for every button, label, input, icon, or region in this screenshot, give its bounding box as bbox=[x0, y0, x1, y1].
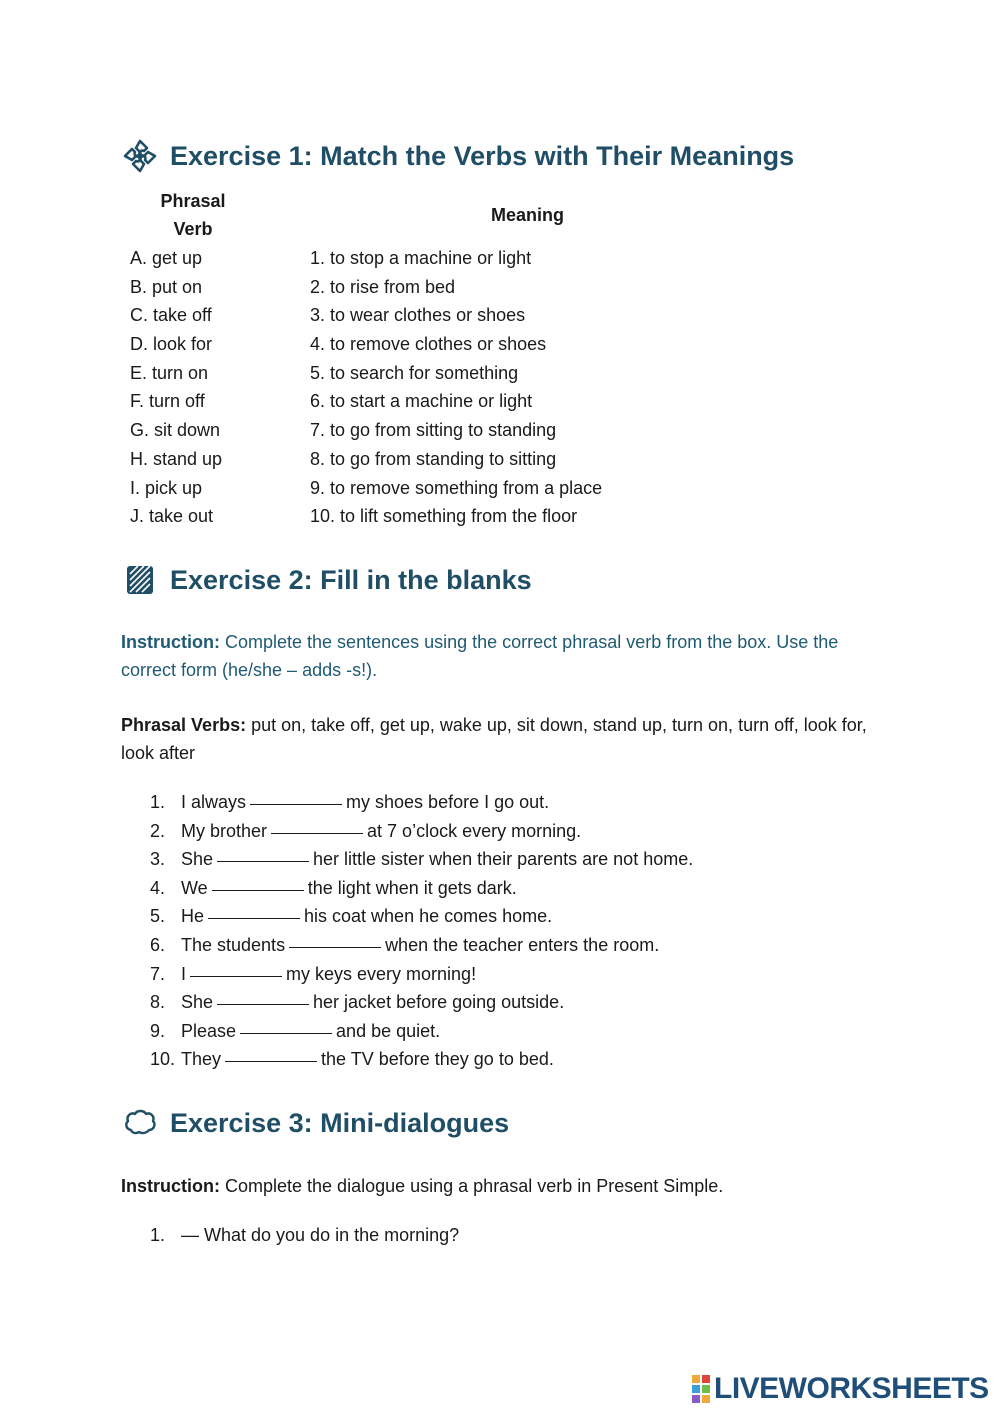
answer-blank[interactable] bbox=[190, 960, 282, 977]
answer-blank[interactable] bbox=[217, 988, 309, 1005]
dialogue-number: 1. bbox=[150, 1225, 166, 1245]
instruction-text: Complete the dialogue using a phrasal verb in Present Simple. bbox=[220, 1176, 724, 1196]
verb-item: F. turn off bbox=[130, 391, 205, 412]
sentence-number: 6. bbox=[150, 934, 166, 955]
instruction-label: Instruction: bbox=[121, 1176, 220, 1196]
answer-blank[interactable] bbox=[217, 845, 309, 862]
meaning-item: 6. to start a machine or light bbox=[310, 391, 533, 412]
sentence-before: He bbox=[181, 906, 205, 927]
sentence-number: 7. bbox=[150, 963, 166, 984]
sentence-number: 9. bbox=[150, 1020, 166, 1041]
meanings-column bbox=[310, 244, 602, 531]
col-header-meaning: Meaning bbox=[490, 205, 564, 225]
sentence-item bbox=[150, 931, 693, 960]
sentence-after: my keys every morning! bbox=[286, 963, 477, 984]
meaning-item: 10. to lift something from the floor bbox=[310, 506, 578, 527]
sentence-after: at 7 o’clock every morning. bbox=[367, 820, 582, 841]
sentence-before: She bbox=[181, 992, 214, 1013]
sentence-after: my shoes before I go out. bbox=[346, 792, 550, 812]
answer-blank[interactable] bbox=[208, 902, 300, 919]
meaning-item: 7. to go from sitting to standing bbox=[310, 420, 557, 441]
answer-blank[interactable] bbox=[250, 788, 342, 805]
sentence-number: 3. bbox=[150, 849, 166, 870]
sentence-number: 4. bbox=[150, 877, 166, 898]
sentence-after: her little sister when their parents are not home. bbox=[313, 849, 694, 870]
sentence-item bbox=[150, 788, 693, 817]
verb-item: H. stand up bbox=[130, 448, 223, 469]
meaning-item: 5. to search for something bbox=[310, 362, 519, 383]
liveworksheets-logo bbox=[692, 1372, 989, 1406]
sentence-before: She bbox=[181, 849, 214, 870]
sentence-item bbox=[150, 874, 693, 903]
meaning-item: 2. to rise from bed bbox=[310, 276, 456, 297]
meaning-item: 9. to remove something from a place bbox=[310, 477, 603, 498]
verb-item: B. put on bbox=[130, 276, 203, 297]
sentence-after: her jacket before going outside. bbox=[313, 992, 565, 1013]
verb-item: J. take out bbox=[130, 506, 214, 527]
meaning-item: 4. to remove clothes or shoes bbox=[310, 334, 547, 355]
sentence-number: 10. bbox=[150, 1049, 176, 1070]
sentence-before: I bbox=[181, 963, 187, 984]
verb-item: E. turn on bbox=[130, 362, 209, 383]
exercise2-instruction bbox=[121, 628, 881, 684]
phrasal-verbs-box bbox=[121, 711, 881, 767]
verb-item: A. get up bbox=[130, 248, 203, 268]
col-header-verb-line2: Verb bbox=[173, 219, 213, 239]
exercise1-title: Exercise 1: Match the Verbs with Their Meanings bbox=[170, 140, 795, 171]
sentence-before: We bbox=[181, 877, 208, 898]
exercise3-heading bbox=[122, 1105, 509, 1141]
speech-bubble-icon bbox=[122, 1105, 158, 1141]
sentence-number: 5. bbox=[150, 906, 166, 927]
meaning-item: 8. to go from standing to sitting bbox=[310, 448, 557, 469]
verb-item: G. sit down bbox=[130, 420, 221, 441]
dialogue-list bbox=[150, 1221, 459, 1249]
exercise3-title: Exercise 3: Mini-dialogues bbox=[170, 1107, 510, 1138]
instruction-text: Complete the sentences using the correct phrasal verb from the box. Use the correct form (he/she – adds -s!). bbox=[121, 632, 839, 680]
verb-item: C. take off bbox=[130, 305, 212, 326]
sentence-before: The students bbox=[181, 934, 286, 955]
answer-blank[interactable] bbox=[240, 1017, 332, 1034]
fill-blanks-list bbox=[150, 788, 693, 1074]
sentence-item bbox=[150, 988, 693, 1017]
sentence-after: the TV before they go to bed. bbox=[321, 1049, 554, 1070]
exercise3-instruction bbox=[121, 1172, 881, 1200]
sentence-before: Please bbox=[181, 1020, 237, 1041]
meaning-item: 3. to wear clothes or shoes bbox=[310, 305, 526, 326]
instruction-label: Instruction: bbox=[121, 632, 220, 652]
sentence-before: They bbox=[181, 1049, 222, 1070]
answer-blank[interactable] bbox=[289, 931, 381, 948]
sentence-number: 2. bbox=[150, 820, 166, 841]
col-header-phrasal-verb bbox=[148, 187, 238, 243]
sentence-number: 8. bbox=[150, 992, 166, 1013]
brand-name: LIVEWORKSHEETS bbox=[714, 1372, 989, 1405]
exercise2-title: Exercise 2: Fill in the blanks bbox=[170, 564, 532, 595]
phrasal-verbs-text: put on, take off, get up, wake up, sit down, stand up, turn on, turn off, look for, look after bbox=[121, 715, 867, 763]
sentence-number: 1. bbox=[150, 792, 166, 812]
sentence-item bbox=[150, 960, 693, 989]
sentence-item bbox=[150, 1017, 693, 1046]
answer-blank[interactable] bbox=[212, 874, 304, 891]
verbs-column bbox=[130, 244, 222, 531]
sentence-after: and be quiet. bbox=[336, 1020, 441, 1041]
sentence-after: the light when it gets dark. bbox=[307, 877, 517, 898]
sentence-before: My brother bbox=[181, 820, 268, 841]
exercise2-heading bbox=[122, 562, 532, 598]
sentence-item bbox=[150, 845, 693, 874]
sentence-item bbox=[150, 817, 693, 846]
sentence-after: when the teacher enters the room. bbox=[385, 934, 660, 955]
logo-grid-icon bbox=[692, 1375, 710, 1403]
answer-blank[interactable] bbox=[271, 817, 363, 834]
sentence-item bbox=[150, 902, 693, 931]
dialogue-line: — What do you do in the morning? bbox=[181, 1225, 460, 1245]
answer-blank[interactable] bbox=[225, 1045, 317, 1062]
meaning-item: 1. to stop a machine or light bbox=[310, 248, 532, 268]
notepad-icon bbox=[122, 562, 158, 598]
col-header-verb-line1: Phrasal bbox=[160, 191, 226, 211]
phrasal-verbs-label: Phrasal Verbs: bbox=[121, 715, 247, 735]
exercise1-heading bbox=[122, 138, 794, 174]
sentence-item bbox=[150, 1045, 693, 1074]
dialogue-item bbox=[150, 1221, 459, 1249]
verb-item: I. pick up bbox=[130, 477, 203, 498]
sentence-after: his coat when he comes home. bbox=[304, 906, 553, 927]
puzzle-icon bbox=[122, 138, 158, 174]
sentence-before: I always bbox=[181, 792, 247, 812]
verb-item: D. look for bbox=[130, 334, 213, 355]
